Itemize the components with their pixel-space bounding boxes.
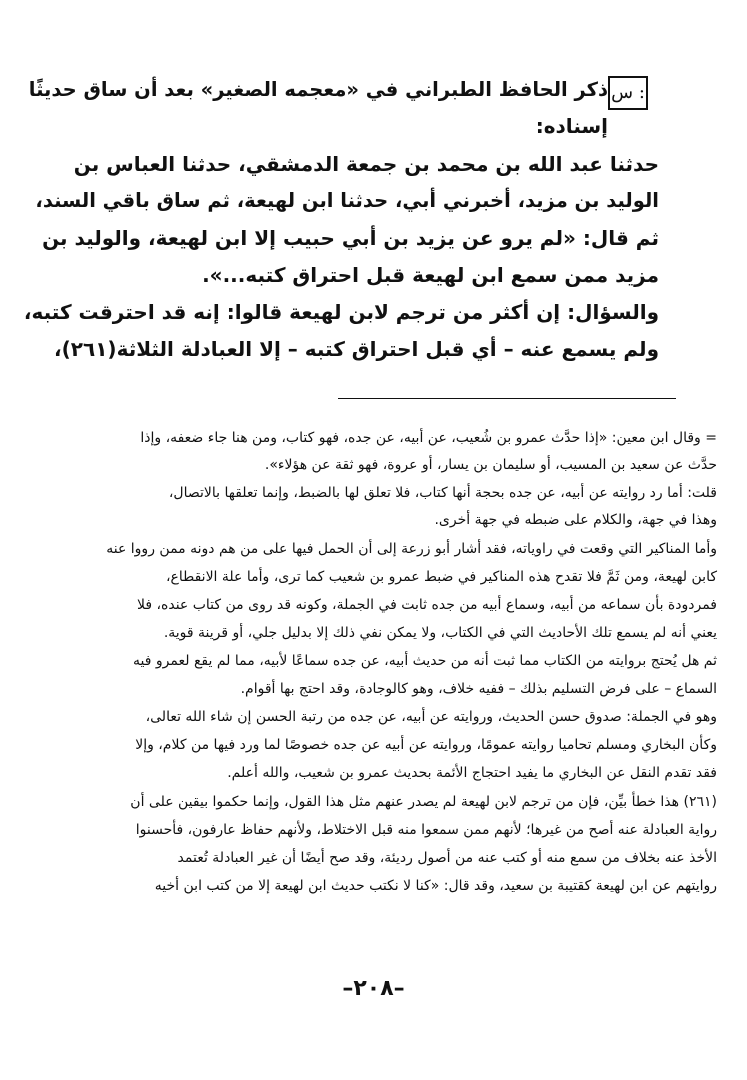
footnote-separator xyxy=(338,398,676,399)
footnote-line: (٢٦١) هذا خطأ بيِّن، فإن من ترجم لابن لهيعة لم يصدر عنهم مثل هذا القول، وإنما حكموا بيقين على أن xyxy=(130,794,717,810)
footnote-line: حدَّث عن سعيد بن المسيب، أو سليمان بن يسار، أو عروة، فهو ثقة عن هؤلاء». xyxy=(264,457,717,473)
page-number: –٢٠٨– xyxy=(342,976,405,1001)
footnote-line: روايتهم عن ابن لهيعة كقتيبة بن سعيد، وقد قال: «كنا لا نكتب حديث ابن لهيعة إلا من كتب ابن أخيه xyxy=(154,878,717,894)
footnote-line: وأما المناكير التي وقعت في راوياته، فقد أشار أبو زرعة إلى أن الحمل فيها على من هم دونه ممن رووا عنه xyxy=(106,541,717,557)
main-text-line: والسؤال: إن أكثر من ترجم لابن لهيعة قالوا: إنه قد احترقت كتبه، xyxy=(23,300,659,324)
footnote-line: فقد تقدم النقل عن البخاري ما يفيد احتجاج الأئمة بحديث عمرو بن شعيب، والله أعلم. xyxy=(227,765,717,781)
footnote-line: فمردودة بأن سماعه من أبيه، وسماع أبيه من جده ثابت في الجملة، وكونه قد روى من كتاب عنده، فلا xyxy=(137,597,717,613)
footnote-line: كابن لهيعة، ومن ثَمَّ فلا تقدح هذه المناكير في ضبط عمرو بن شعيب كما ترى، وأما علة الانقطاع، xyxy=(165,569,717,585)
footnote-line: ثم هل يُحتج بروايته من الكتاب مما ثبت أنه من حديث أبيه، عن جده سماعًا لأبيه، مما لم يقع لعمرو فيه xyxy=(133,653,717,669)
main-text-line: مزيد ممن سمع ابن لهيعة قبل احتراق كتبه...». xyxy=(202,263,659,287)
footnote-line: الأخذ عنه بخلاف من سمع منه أو كتب عنه من أصول رديئة، وقد صح أيضًا أن غير العبادلة تُعتمد xyxy=(177,850,717,866)
footnote-line: قلت: أما رد روايته عن أبيه، عن جده بحجة أنها كتاب، فلا تعلق لها بالضبط، وإنما تعلقها بالاتصال، xyxy=(168,485,717,501)
main-text-line: حدثنا عبد الله بن محمد بن جمعة الدمشقي، حدثنا العباس بن xyxy=(73,152,659,176)
main-text-line: ذكر الحافظ الطبراني في «معجمه الصغير» بعد أن ساق حديثًا xyxy=(28,78,608,101)
footnote-line: يعني أنه لم يسمع تلك الأحاديث التي في الكتاب، ولا يمكن نفي ذلك إلا بدليل جلي، أو قرينة قوية. xyxy=(163,625,717,641)
main-text-line: إسناده: xyxy=(535,114,608,138)
main-text-line: الوليد بن مزيد، أخبرني أبي، حدثنا ابن لهيعة، ثم ساق باقي السند، xyxy=(35,189,659,212)
footnote-line: وهذا في جهة، والكلام على ضبطه في جهة أخرى. xyxy=(434,512,717,528)
footnote-line: رواية العبادلة عنه أصح من غيرها؛ لأنهم ممن سمعوا منه قبل الاختلاط، ولأنهم حفاظ عارفون، فأحسنوا xyxy=(135,822,717,838)
main-text-line: ثم قال: «لم يرو عن يزيد بن أبي حبيب إلا ابن لهيعة، والوليد بن xyxy=(42,226,659,250)
footnote-line: السماع – على فرض التسليم بذلك – ففيه خلاف، وهو كالوجادة، وقد احتج بها أقوام. xyxy=(240,681,717,697)
footnote-line: = وقال ابن معين: «إذا حدَّث عمرو بن شُعيب، عن أبيه، عن جده، فهو كتاب، ومن هنا جاء ضعفه، وإذا xyxy=(140,430,717,446)
footnote-line: وكأن البخاري ومسلم تحاميا روايته عمومًا، وروايته عن أبيه عن جده خصوصًا لما ورد فيها من كلام، وإلا xyxy=(135,737,717,753)
main-text-line: ولم يسمع عنه – أي قبل احتراق كتبه – إلا العبادلة الثلاثة(٢٦١)، xyxy=(54,337,659,361)
question-label-box: س : xyxy=(608,76,648,110)
footnote-line: وهو في الجملة: صدوق حسن الحديث، وروايته عن أبيه، عن جده من رتبة الحسن إن شاء الله تعالى، xyxy=(145,709,717,725)
